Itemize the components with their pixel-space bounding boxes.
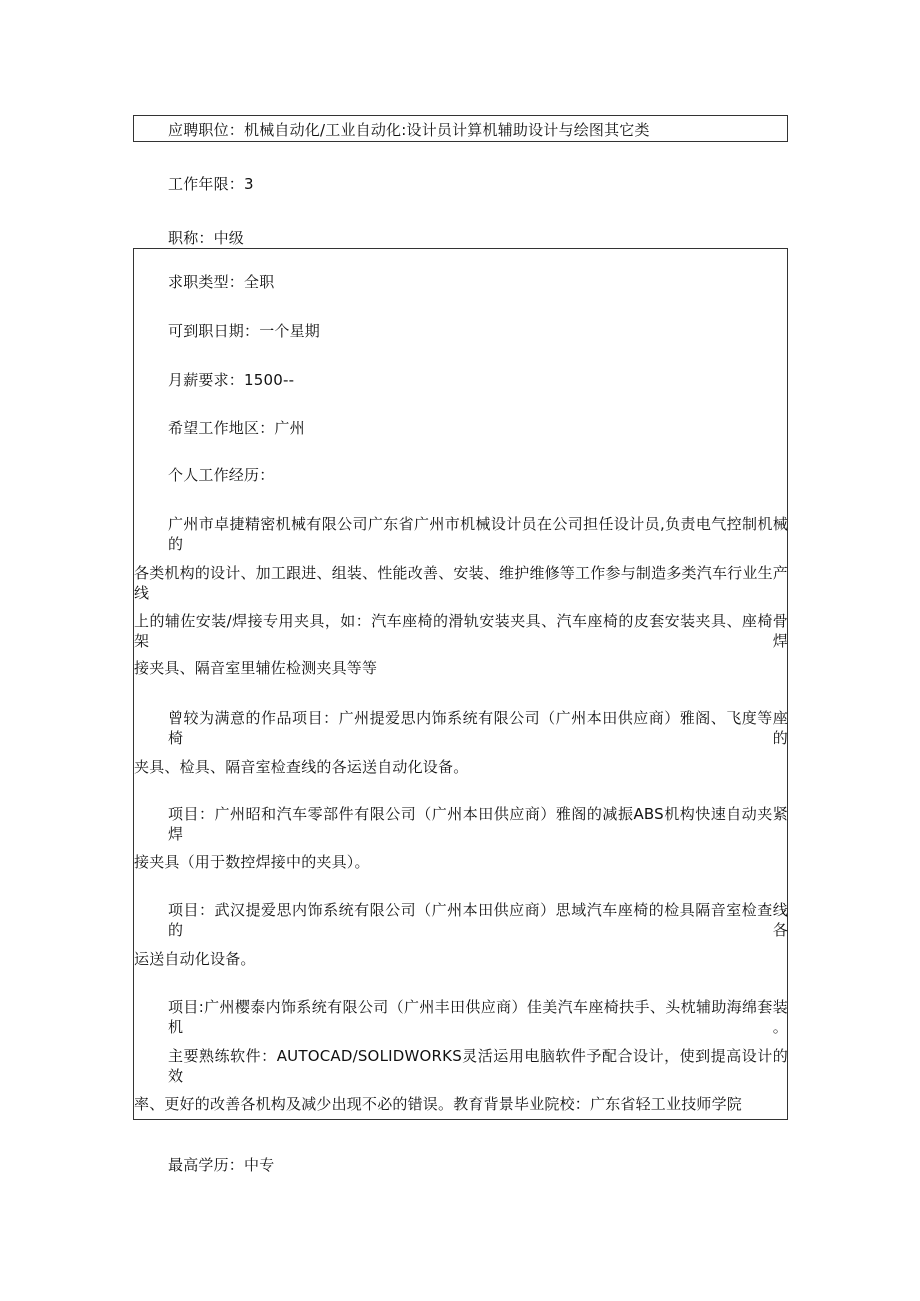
experience-p2-line2: 夹具、检具、隔音室检查线的各运送自动化设备。 <box>134 758 469 776</box>
title-field: 职称：中级 <box>168 229 245 247</box>
experience-p4-line2: 运送自动化设备。 <box>134 950 256 968</box>
position-line: 应聘职位：机械自动化/工业自动化:设计员计算机辅助设计与绘图其它类 <box>168 121 650 139</box>
experience-heading: 个人工作经历： <box>168 466 275 484</box>
experience-p3-line2: 接夹具（用于数控焊接中的夹具）。 <box>134 853 370 871</box>
experience-p6-line2: 率、更好的改善各机构及减少出现不必的错误。教育背景毕业院校：广东省轻工业技师学院 <box>134 1095 743 1113</box>
experience-p6-line1: 主要熟练软件：AUTOCAD/SOLIDWORKS灵活运用电脑软件予配合设计，使到提高设计的效 <box>168 1047 788 1085</box>
job-type-field: 求职类型：全职 <box>168 273 275 291</box>
experience-p1-line3: 上的辅佐安装/焊接专用夹具，如：汽车座椅的滑轨安装夹具、汽车座椅的皮套安装夹具、座椅骨架焊 <box>134 612 788 650</box>
salary-field: 月薪要求：1500-- <box>168 371 295 389</box>
experience-p1-line4: 接夹具、隔音室里辅佐检测夹具等等 <box>134 659 378 677</box>
education-field: 最高学历：中专 <box>168 1156 275 1174</box>
experience-p5-line1: 项目:广州樱泰内饰系统有限公司（广州丰田供应商）佳美汽车座椅扶手、头枕辅助海绵套装机。 <box>168 998 788 1036</box>
experience-p1-line1: 广州市卓捷精密机械有限公司广东省广州市机械设计员在公司担任设计员,负责电气控制机械的 <box>168 515 788 553</box>
start-date-field: 可到职日期：一个星期 <box>168 322 321 340</box>
experience-p2-line1: 曾较为满意的作品项目：广州提爱思内饰系统有限公司（广州本田供应商）雅阁、飞度等座椅的 <box>168 709 788 747</box>
experience-p4-line1: 项目：武汉提爱思内饰系统有限公司（广州本田供应商）思域汽车座椅的检具隔音室检查线的各 <box>168 901 788 939</box>
experience-p1-line2: 各类机构的设计、加工跟进、组装、性能改善、安装、维护维修等工作参与制造多类汽车行业生产线 <box>134 564 788 602</box>
experience-p3-line1: 项目：广州昭和汽车零部件有限公司（广州本田供应商）雅阁的减振ABS机构快速自动夹紧焊 <box>168 805 788 843</box>
years-field: 工作年限：3 <box>168 175 254 193</box>
location-field: 希望工作地区：广州 <box>168 419 305 437</box>
